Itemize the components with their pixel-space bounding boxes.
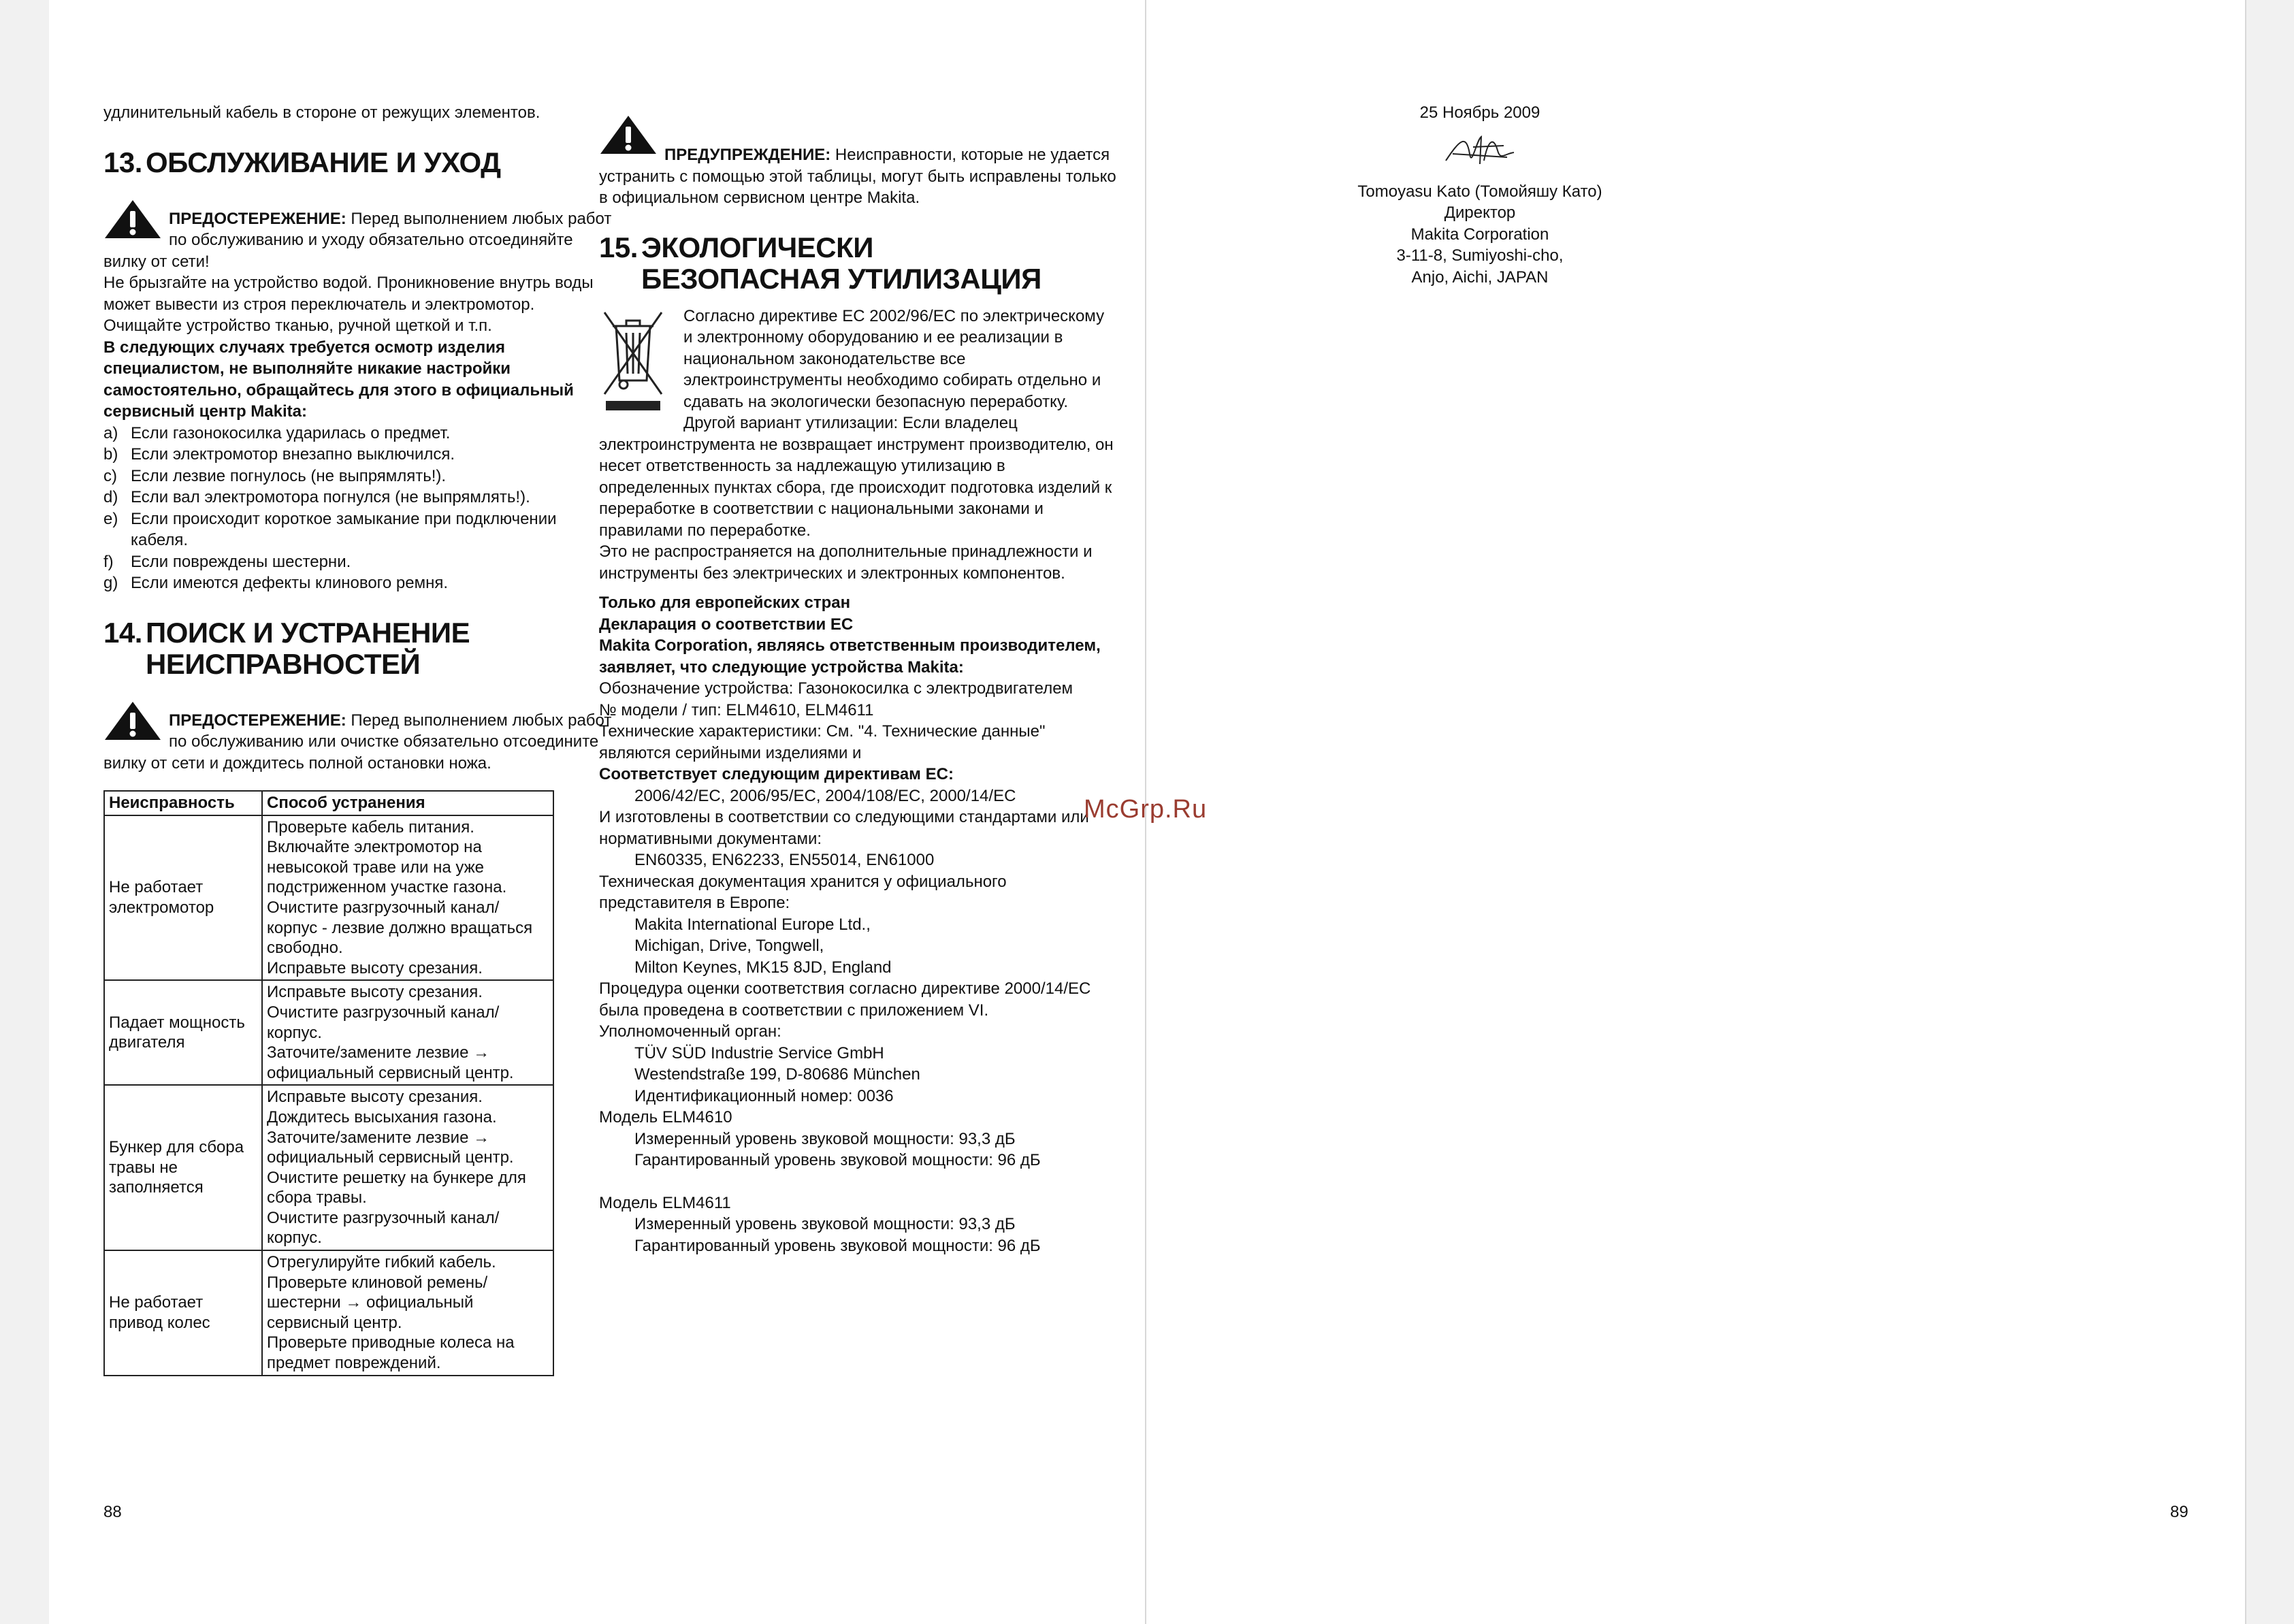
warning-triangle-icon (103, 199, 162, 240)
fault-cell: Не работает привод колес (104, 1250, 262, 1376)
fix-cell: Проверьте кабель питания. Включайте электромотор на невысокой траве или на уже подстриженном участке газона. Очистите разгрузочный канал/ корпус - лезвие должно вращаться свободно. Исправьте высоту срезания. (262, 815, 553, 981)
table-row (104, 815, 553, 981)
section-14-caution (103, 700, 613, 775)
weee-block (599, 306, 1116, 413)
crossed-bin-icon (599, 306, 667, 415)
list-item: c) Если лезвие погнулось (не выпрямлять!). (103, 466, 447, 485)
fault-cell: Падает мощность двигателя (104, 980, 262, 1085)
warning-triangle-icon (599, 114, 658, 155)
caution-label: ПРЕДОСТЕРЕЖЕНИЕ: (169, 209, 346, 228)
list-item: f) Если повреждены шестерни. (103, 552, 351, 571)
page-number: 88 (103, 1503, 122, 1521)
right-page (1146, 0, 2246, 1624)
list-item: a) Если газонокосилка ударилась о предмет. (103, 423, 451, 442)
column-header: Способ устранения (262, 791, 553, 815)
section-15-heading: 15. ЭКОЛОГИЧЕСКИ БЕЗОПАСНАЯ УТИЛИЗАЦИЯ (599, 231, 1041, 295)
column-header: Неисправность (104, 791, 262, 815)
list-item: g) Если имеются дефекты клинового ремня. (103, 574, 449, 592)
declaration: Только для европейских стран Декларация о соответствии ЕС Makita Corporation, являясь ответственным производителем, заявляет, что следующие устройства Makita: Обозначение устройства: Газонокосилка с электродвигателем № модели / тип: ELM4610, ELM4611 Технические характеристики: См. "4. Технические данные" являются серийными изделиями и Соответствует следующим директивам ЕС: 2006/42/EC, 2006/95/EC, 2004/108/EC, 2000/14/EC И изготовлены в соответствии со следующими стандартами или нормативными документами: EN60335, EN62233, EN55014, EN61000 Техническая документация хранится у официального представителя в Европе: Makita International Europe Ltd., Michigan, Drive, Tongwell, Milton Keynes, MK15 8JD, England Процедура оценки соответствия согласно директиве 2000/14/ЕС была проведена в соответствии с приложением VI. Уполномоченный орган: TÜV SÜD Industrie Service GmbH Westendstraße 199, D-80686 München Идентификационный номер: 0036 Модель ELM4610 Измеренный уровень звуковой мощности: 93,3 дБ Гарантированный уровень звуковой мощности: 96 дБ Модель ELM4611 Измеренный уровень звуковой мощности: 93,3 дБ Гарантированный уровень звуковой мощности: 96 дБ (599, 594, 1101, 1255)
section-13-list (103, 423, 613, 594)
list-item: b) Если электромотор внезапно выключился. (103, 445, 455, 464)
troubleshooting-table (103, 790, 554, 1376)
left-page (49, 0, 1146, 1624)
page-number: 89 (2170, 1503, 2188, 1521)
caution-text: Перед выполнением любых работ по обслуживанию или очистке обязательно отсоедините вилку от сети и дождитесь полной остановки ножа. (103, 711, 612, 773)
table-row (104, 980, 553, 1085)
caution-text: Перед выполнением любых работ по обслуживанию и уходу обязательно отсоединяйте вилку от сети! (103, 209, 612, 271)
section-13-bold-text: В следующих случаях требуется осмотр изделия специалистом, не выполняйте никакие настройки самостоятельно, обращайтесь для этого в официальный сервисный центр Makita: (103, 338, 574, 421)
table-row (104, 1085, 553, 1250)
disposal-text: Другой вариант утилизации: Если владелец электроинструмента не возвращает инструмент производителю, он несет ответственность за надлежащую утилизацию в определенных пунктах сбора, где происходит подготовка изделий к переработке в соответствии с национальными законами и правилами по переработке. (599, 414, 1114, 540)
exclusion-text: Это не распространяется на дополнительные принадлежности и инструменты без электрических и электронных компонентов. (599, 542, 1093, 583)
warning-label: ПРЕДУПРЕЖДЕНИЕ: (664, 146, 831, 164)
fix-cell: Исправьте высоту срезания. Дождитесь высыхания газона. Заточите/замените лезвие → официальный сервисный центр. Очистите решетку на бункере для сбора травы. Очистите разгрузочный канал/ корпус. (262, 1085, 553, 1250)
weee-text: Согласно директиве ЕС 2002/96/ЕС по электрическому и электронному оборудованию и ее реализации в национальном законодательстве все электроинструменты необходимо собирать отдельно и сдавать на экологически безопасную переработку. (683, 306, 1105, 411)
warning-text: Неисправности, которые не удается устранить с помощью этой таблицы, могут быть исправлены только в официальном сервисном центре Makita. (599, 146, 1116, 207)
table-row (104, 1250, 553, 1376)
fault-cell: Не работает электромотор (104, 815, 262, 981)
fix-cell: Отрегулируйте гибкий кабель. Проверьте клиновой ремень/ шестерни → официальный сервисный центр. Проверьте приводные колеса на предмет повреждений. (262, 1250, 553, 1376)
warning-block (599, 114, 1116, 209)
left-column (103, 102, 613, 1376)
watermark: McGrp.Ru (1084, 795, 1208, 824)
signature-icon (1439, 127, 1521, 174)
section-13-text: Не брызгайте на устройство водой. Проникновение внутрь воды может вывести из строя переключатель и электромотор. Очищайте устройство тканью, ручной щеткой и т.п. (103, 274, 594, 335)
section-13-heading: 13. ОБСЛУЖИВАНИЕ И УХОД (103, 146, 501, 178)
signature-block: 25 Ноябрь 2009 Tomoyasu Kato (Томойяшу Като) Директор Makita Corporation 3-11-8, Sumiyoshi-cho, Anjo, Aichi, JAPAN (1310, 102, 1650, 288)
table-header-row (104, 791, 553, 815)
section-14-heading: 14. ПОИСК И УСТРАНЕНИЕ НЕИСПРАВНОСТЕЙ (103, 616, 470, 680)
date: 25 Ноябрь 2009 (1419, 103, 1540, 122)
warning-triangle-icon (103, 700, 162, 741)
caution-label: ПРЕДОСТЕРЕЖЕНИЕ: (169, 711, 346, 730)
intro-text: удлинительный кабель в стороне от режущих элементов. (103, 103, 540, 122)
list-item: e) Если происходит короткое замыкание при подключении кабеля. (103, 509, 557, 549)
list-item: d) Если вал электромотора погнулся (не выпрямлять!). (103, 488, 530, 506)
fault-cell: Бункер для сбора травы не заполняется (104, 1085, 262, 1250)
fix-cell: Исправьте высоту срезания. Очистите разгрузочный канал/ корпус. Заточите/замените лезвие → официальный сервисный центр. (262, 980, 553, 1085)
right-column (599, 114, 1116, 1256)
section-13-caution (103, 199, 613, 273)
